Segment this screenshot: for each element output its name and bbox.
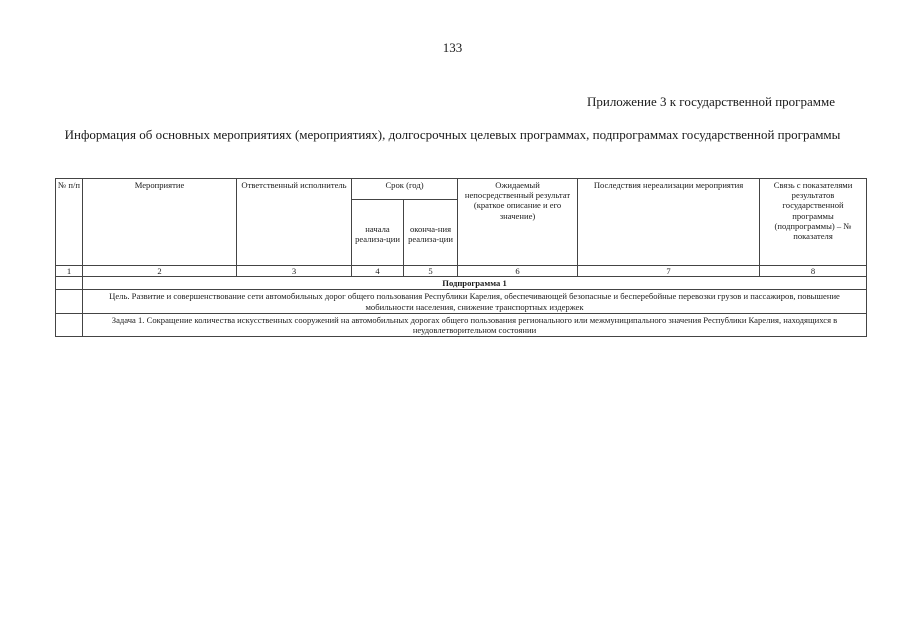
subprogram-row [56, 277, 867, 290]
header-term: Срок (год) [352, 179, 458, 200]
header-consequences: Последствия нереализации мероприятия [578, 179, 760, 266]
header-expected-result: Ожидаемый непосредственный результат (краткое описание и его значение) [458, 179, 578, 266]
column-number: 8 [760, 266, 867, 277]
column-number: 7 [578, 266, 760, 277]
activities-table [55, 178, 867, 337]
header-num: № п/п [56, 179, 83, 266]
column-number: 5 [404, 266, 458, 277]
task-text: Задача 1. Сокращение количества искусственных сооружений на автомобильных дорогах общего пользования регионального или межмуниципального значения Республики Карелия, находящихся в неудовлетворительном состоянии [83, 313, 867, 336]
column-number: 2 [83, 266, 237, 277]
column-number: 6 [458, 266, 578, 277]
column-number: 4 [352, 266, 404, 277]
header-indicator-link: Связь с показателями результатов государственной программы (подпрограммы) – № показателя [760, 179, 867, 266]
empty-cell [56, 290, 83, 313]
column-number: 3 [237, 266, 352, 277]
table-header-row [56, 179, 867, 200]
empty-cell [56, 277, 83, 290]
appendix-note: Приложение 3 к государственной программе [586, 94, 835, 109]
empty-cell [56, 313, 83, 336]
header-executor: Ответственный исполнитель [237, 179, 352, 266]
header-activity: Мероприятие [83, 179, 237, 266]
header-term-end: оконча-ния реализа-ции [404, 200, 458, 266]
document-title: Информация об основных мероприятиях (мероприятиях), долгосрочных целевых программах, подпрограммах государственной программы [64, 127, 841, 142]
goal-text: Цель. Развитие и совершенствование сети автомобильных дорог общего пользования Республики Карелия, обеспечивающей безопасные и бесперебойные перевозки грузов и пассажиров, повышение мобильности населения, снижение транспортных издержек [83, 290, 867, 313]
column-number-row [56, 266, 867, 277]
column-number: 1 [56, 266, 83, 277]
subprogram-title: Подпрограмма 1 [83, 277, 867, 290]
header-term-start: начала реализа-ции [352, 200, 404, 266]
goal-row [56, 290, 867, 313]
task-row [56, 313, 867, 336]
page-number: 133 [442, 40, 463, 55]
